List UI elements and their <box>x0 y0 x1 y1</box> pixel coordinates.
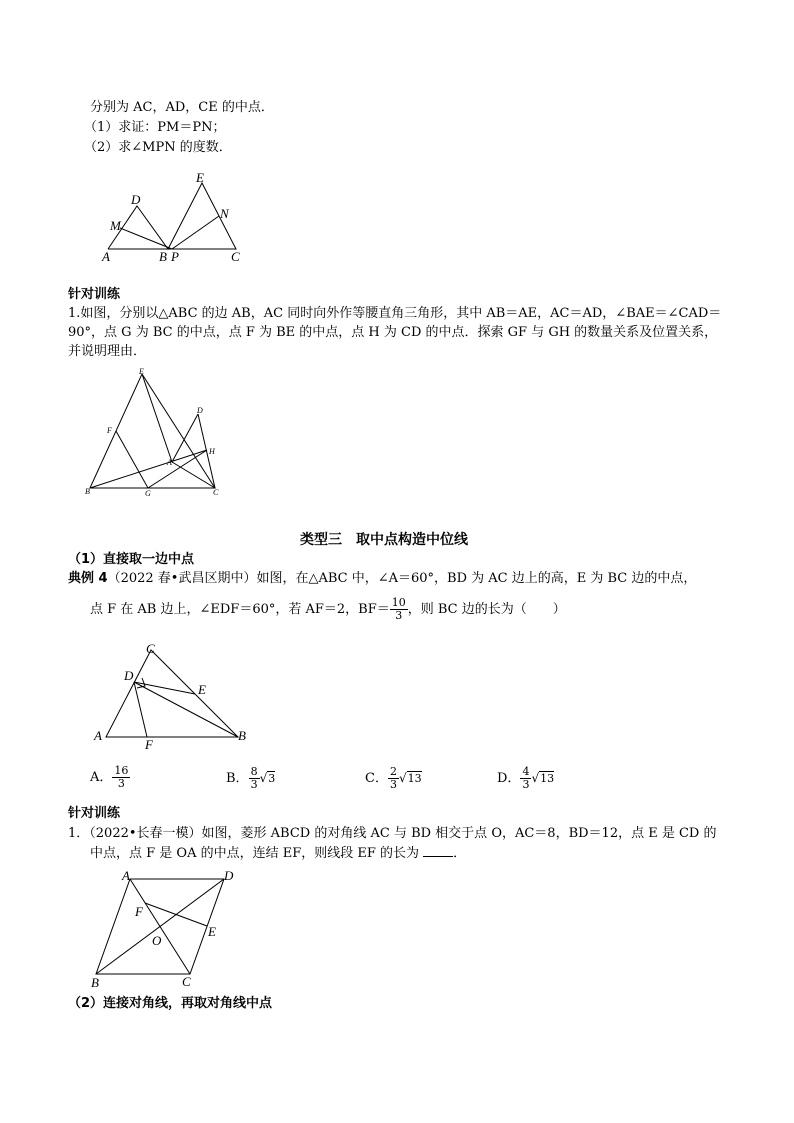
answer-blank <box>423 856 453 857</box>
example4-label-a: A <box>94 728 102 743</box>
option-b-radicand: 3 <box>268 772 276 785</box>
training1-label-h: H <box>209 447 215 456</box>
ex3-label-a: A <box>102 249 110 264</box>
option-d: D． $\frac{4}{3}$ √13 <box>497 765 555 791</box>
option-d-den: 3 <box>522 778 530 791</box>
bf-fraction <box>390 597 408 622</box>
ex3-label-m: M <box>110 218 121 233</box>
example4-label-b: B <box>238 728 246 743</box>
option-d-radicand: 13 <box>540 772 555 785</box>
option-b-den: 3 <box>250 778 258 791</box>
training2-text2: 中点，点 F 是 OA 的中点，连结 EF，则线段 EF 的长为 <box>90 846 420 861</box>
example4-figure <box>92 642 257 752</box>
option-a <box>90 762 130 794</box>
training2-label-d: D <box>224 868 234 883</box>
ex3-label-p: P <box>171 249 179 264</box>
option-d-num: 4 <box>522 765 530 778</box>
option-c-den: 3 <box>389 778 397 791</box>
example4-label: 典例 4 <box>68 571 108 586</box>
example4-label-e: E <box>198 682 206 697</box>
ex3-label-c: C <box>231 249 240 264</box>
example4-line1 <box>68 571 696 587</box>
training2-label-c: C <box>182 974 191 989</box>
ex3-label-n: N <box>220 206 229 221</box>
ex3-intro: 分别为 AC，AD，CE 的中点． <box>90 100 274 115</box>
training2-label-e: E <box>208 924 216 939</box>
example4-text1: （2022 春•武昌区期中）如图，在△ABC 中，∠A＝60°，BD 为 AC 边上的高，E 为 BC 边的中点， <box>107 571 697 586</box>
option-b-letter: B． <box>226 771 249 786</box>
training1-line1: 1.如图，分别以△ABC 的边 AB，AC 同时向外作等腰直角三角形，其中 AB＝AE，AC＝AD，∠BAE＝∠CAD＝ <box>68 306 722 321</box>
training1-label-e: E <box>139 367 144 376</box>
option-b: B． $\frac{8}{3}$ √3 <box>226 765 276 791</box>
option-d-letter: D． <box>497 771 521 786</box>
option-c-num: 2 <box>389 765 397 778</box>
training1-label-b: B <box>85 487 90 496</box>
ex3-label-d: D <box>131 192 141 207</box>
training2-figure <box>88 868 248 993</box>
option-a-den: 3 <box>117 777 125 790</box>
option-a-letter: A． <box>90 770 113 785</box>
example4-text2a: 点 F 在 AB 边上，∠EDF＝60°，若 AF＝2，BF＝ <box>90 602 390 617</box>
training2-line1: 1．（2022•长春一模）如图，菱形 ABCD 的对角线 AC 与 BD 相交于点 O，AC＝8，BD＝12，点 E 是 CD 的 <box>68 826 717 841</box>
training1-line3: 并说明理由． <box>68 344 147 359</box>
training1-label-c: C <box>213 488 219 497</box>
bf-numerator: 10 <box>391 596 406 609</box>
option-c-radicand: 13 <box>407 772 422 785</box>
training2-label-o: O <box>152 933 162 948</box>
ex3-question-2: （2）求∠MPN 的度数． <box>84 140 232 155</box>
option-b-num: 8 <box>250 765 258 778</box>
training1-heading: 针对训练 <box>68 287 121 302</box>
bf-denominator: 3 <box>395 609 403 622</box>
option-c: C． $\frac{2}{3}$ √13 <box>365 765 422 791</box>
type3-title: 类型三 取中点构造中位线 <box>300 532 468 548</box>
type3-subtitle-1: （1）直接取一边中点 <box>68 552 195 567</box>
option-c-letter: C． <box>365 771 388 786</box>
ex3-figure <box>100 168 250 268</box>
example4-label-f: F <box>145 737 153 752</box>
training1-label-a: A <box>167 458 172 467</box>
training2-label-a: A <box>122 868 130 883</box>
training2-text2-end: ． <box>453 846 467 861</box>
example4-label-c: C <box>146 641 155 656</box>
ex3-label-e: E <box>196 170 204 185</box>
training2-heading: 针对训练 <box>68 806 121 821</box>
type3-subtitle-2: （2）连接对角线，再取对角线中点 <box>68 996 273 1011</box>
training1-line2: 90°，点 G 为 BC 的中点，点 F 为 BE 的中点，点 H 为 CD 的中点．探索 GF 与 GH 的数量关系及位置关系， <box>68 325 718 340</box>
training1-label-d: D <box>197 406 203 415</box>
training2-label-b: B <box>91 975 99 990</box>
training1-figure <box>80 362 230 502</box>
example4-text2b: ，则 BC 边的长为（ ） <box>407 602 566 617</box>
training1-label-g: G <box>145 489 151 498</box>
example4-line2 <box>90 594 566 626</box>
training1-label-f: F <box>107 426 112 435</box>
option-a-num: 16 <box>114 764 129 777</box>
training2-line2 <box>90 846 466 862</box>
example4-label-d: D <box>124 668 134 683</box>
ex3-label-b: B <box>159 249 167 264</box>
training2-label-f: F <box>135 904 143 919</box>
ex3-question-1: （1）求证：PM＝PN； <box>84 120 226 135</box>
